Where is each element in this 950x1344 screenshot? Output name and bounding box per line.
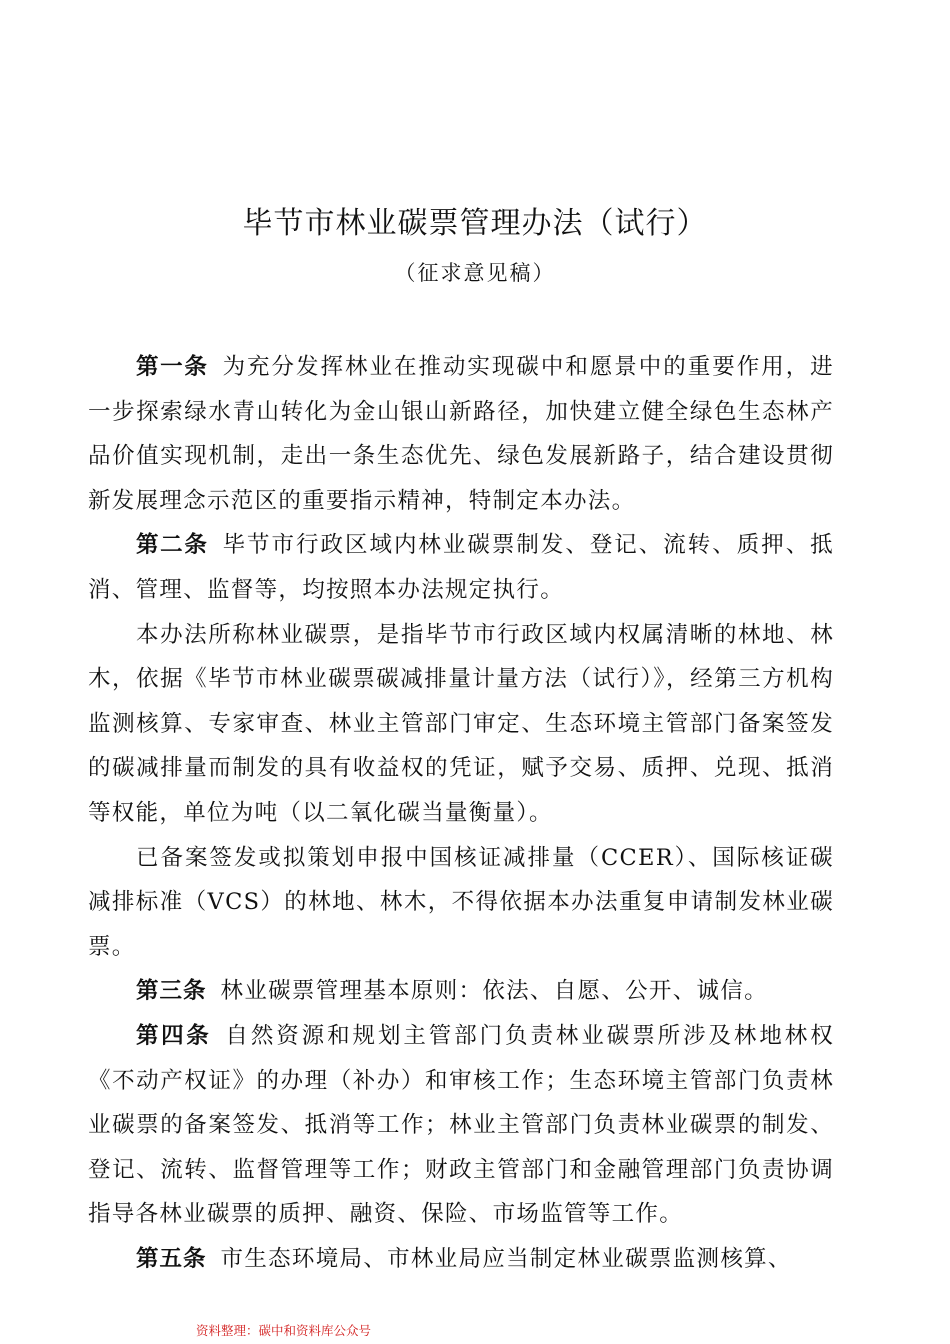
document-title: 毕节市林业碳票管理办法（试行）	[242, 206, 708, 241]
paragraph-article-5	[88, 1237, 834, 1282]
source-footer: 资料整理：碳中和资料库公众号	[196, 1323, 372, 1338]
paragraph-text: 已备案签发或拟策划申报中国核证减排量（CCER）、国际核证碳减排标准（VCS）的林地、林木，不得依据本办法重复申请制发林业碳票。	[88, 844, 834, 960]
article-number: 第五条	[136, 1245, 207, 1272]
paragraph-article-3	[88, 969, 834, 1014]
paragraph-article-1	[88, 345, 834, 523]
paragraph-carbon-ticket-definition	[88, 613, 834, 836]
paragraph-article-4	[88, 1014, 834, 1237]
article-number: 第四条	[136, 1022, 212, 1049]
article-number: 第二条	[136, 532, 209, 559]
document-body	[88, 345, 834, 1281]
paragraph-text: 市生态环境局、市林业局应当制定林业碳票监测核算、	[220, 1245, 792, 1272]
paragraph-article-2	[88, 523, 834, 612]
document-subtitle: （征求意见稿）	[394, 261, 556, 285]
paragraph-text: 自然资源和规划主管部门负责林业碳票所涉及林地林权《不动产权证》的办理（补办）和审核工作；生态环境主管部门负责林业碳票的备案签发、抵消等工作；林业主管部门负责林业碳票的制发、登记、流转、监督管理等工作；财政主管部门和金融管理部门负责协调指导各林业碳票的质押、融资、保险、市场监管等工作。	[88, 1022, 834, 1228]
article-number: 第三条	[136, 978, 207, 1005]
paragraph-text: 为充分发挥林业在推动实现碳中和愿景中的重要作用，进一步探索绿水青山转化为金山银山新路径，加快建立健全绿色生态林产品价值实现机制，走出一条生态优先、绿色发展新路子，结合建设贯彻新发展理念示范区的重要指示精神，特制定本办法。	[88, 354, 834, 514]
article-number: 第一条	[136, 354, 209, 380]
paragraph-text: 本办法所称林业碳票，是指毕节市行政区域内权属清晰的林地、林木，依据《毕节市林业碳票碳减排量计量方法（试行）》，经第三方机构监测核算、专家审查、林业主管部门审定、生态环境主管部门备案签发的碳减排量而制发的具有收益权的凭证，赋予交易、质押、兑现、抵消等权能，单位为吨（以二氧化碳当量衡量）。	[88, 621, 834, 826]
paragraph-text: 林业碳票管理基本原则：依法、自愿、公开、诚信。	[220, 978, 768, 1005]
paragraph-duplicate-restriction	[88, 836, 834, 970]
paragraph-text: 毕节市行政区域内林业碳票制发、登记、流转、质押、抵消、管理、监督等，均按照本办法规定执行。	[88, 532, 834, 603]
